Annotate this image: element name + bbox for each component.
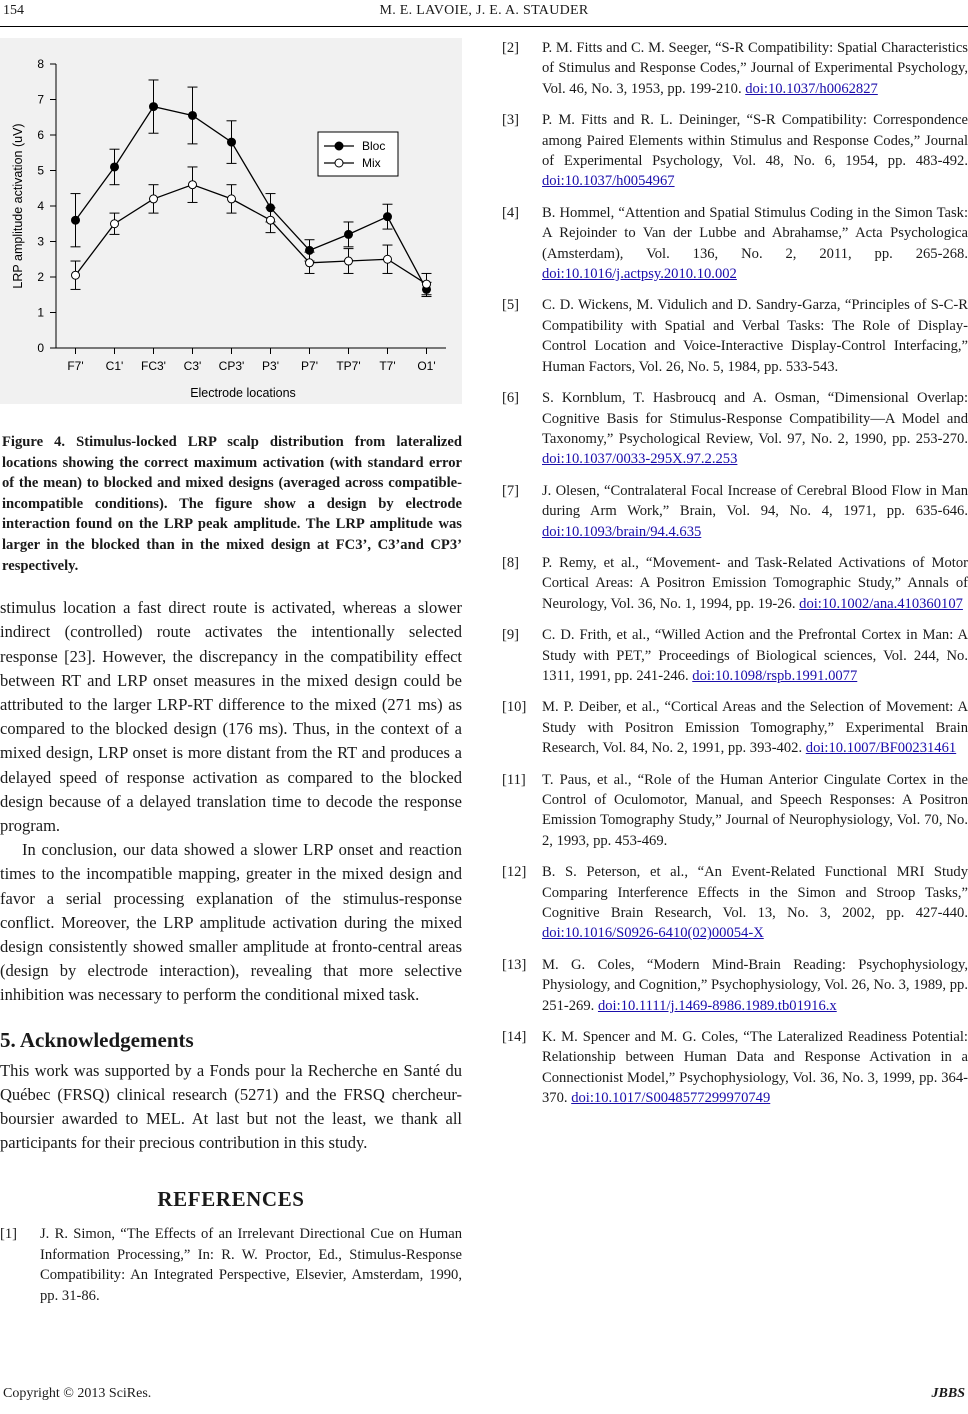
- lrp-line-chart: [0, 38, 462, 404]
- reference-text: C. D. Wickens, M. Vidulich and D. Sandry-Garza, “Principles of S-C-R Compatibility with Spatial and Verbal Tasks: The Role of Display-Control Location and Voice-Interactive Display-Control Interfacing,” Human Factors, Vol. 26, No. 5, 1984, pp. 533-543.: [542, 297, 968, 375]
- reference-text: S. Kornblum, T. Hasbroucq and A. Osman, “Dimensional Overlap: Cognitive Basis for Stimulus-Response Compatibility—A Model and Taxonomy,” Psychological Review, Vol. 97, No. 2, 1990, pp. 253-270.: [542, 390, 968, 447]
- doi-link[interactable]: doi:10.1037/0033-295X.97.2.253: [542, 451, 738, 468]
- doi-link[interactable]: doi:10.1016/j.actpsy.2010.10.002: [542, 266, 737, 283]
- series-bloc-point: [345, 230, 353, 238]
- reference-number: [5]: [502, 297, 520, 314]
- reference-text: J. R. Simon, “The Effects of an Irrelevant Directional Cue on Human Information Processing,” In: R. W. Proctor, Ed., Stimulus-Response Compatibility: An Integrated Perspective, Elsevier, Amsterdam, 1990, pp. 31-86.: [40, 1226, 462, 1304]
- reference-number: [7]: [502, 482, 520, 499]
- x-tick-label: TP7': [336, 359, 361, 373]
- y-tick-label: 3: [37, 234, 44, 249]
- running-authors: M. E. LAVOIE, J. E. A. STAUDER: [379, 3, 589, 18]
- doi-link[interactable]: doi:10.1017/S0048577299970749: [571, 1090, 771, 1107]
- legend-bloc-label: Bloc: [362, 139, 386, 153]
- doi-link[interactable]: doi:10.1098/rspb.1991.0077: [692, 667, 858, 684]
- series-bloc-point: [111, 163, 119, 171]
- y-tick-label: 5: [37, 163, 44, 178]
- reference-item: [502, 770, 968, 852]
- copyright-notice: Copyright © 2013 SciRes.: [3, 1386, 152, 1401]
- doi-link[interactable]: doi:10.1037/h0054967: [542, 173, 675, 190]
- series-bloc-point: [228, 138, 236, 146]
- x-tick-label: FC3': [141, 359, 166, 373]
- body-paragraph-2: In conclusion, our data showed a slower LRP onset and reaction times to the incompatible mapping, greater in the mixed design and favor a serial processing explanation of the stimulus-response conflict. Moreover, the LRP amplitude activation during the mixed design consistently showed smaller amplitude at fronto-central areas (design by electrode interaction), revealing that more selective inhibition was necessary to perform the conditional mixed task.: [0, 840, 462, 1005]
- header-rule: [0, 26, 968, 27]
- doi-link[interactable]: doi:10.1007/BF00231461: [805, 740, 957, 757]
- y-tick-label: 0: [37, 341, 44, 355]
- reference-item: [502, 553, 968, 614]
- right-column: [502, 38, 968, 1120]
- acknowledgements-heading: 5. Acknowledgements: [0, 1027, 194, 1052]
- series-mix-point: [111, 220, 119, 228]
- series-mix-point: [72, 271, 80, 279]
- reference-number: [14]: [502, 1029, 527, 1046]
- x-axis-label: Electrode locations: [190, 386, 296, 400]
- reference-item: [502, 955, 968, 1016]
- y-tick-label: 8: [37, 57, 44, 71]
- reference-text: C. D. Frith, et al., “Willed Action and the Prefrontal Cortex in Man: A Study with PET,” Proceedings of Biological sciences, Vol. 244, No. 1311, 1991, pp. 241-246.: [542, 627, 968, 684]
- reference-text: P. Remy, et al., “Movement- and Task-Related Activations of Motor Cortical Areas: A Positron Emission Tomographic Study,” Annals of Neurology, Vol. 36, No. 1, 1994, pp. 19-26.: [542, 554, 968, 612]
- x-tick-label: C3': [183, 359, 202, 373]
- series-mix-point: [228, 195, 236, 203]
- series-mix-point: [306, 259, 314, 267]
- reference-text: M. G. Coles, “Modern Mind-Brain Reading: Psychophysiology, Physiology, and Cognition,” Psychophysiology, Vol. 26, No. 3, 1989, pp. 251-269.: [542, 956, 968, 1014]
- y-tick-label: 2: [37, 270, 44, 284]
- references-heading: REFERENCES: [157, 1187, 305, 1212]
- doi-link[interactable]: doi:10.1093/brain/94.4.635: [542, 523, 702, 540]
- body-paragraph-1: stimulus location a fast direct route is activated, whereas a slower indirect (controlled) route activates the intentionally selected response [23]. However, the discrepancy in the compatibility effect between RT and LRP onset measures in the mixed design could be attributed to the larger LRP-RT difference to the mixed (271 ms) as compared to the blocked design (176 ms). Thus, in the context of a mixed design, LRP onset is more distant from the RT and produces a delayed speed of response activation as compared to the blocked design because of a delayed translation time to decode the response program.: [0, 598, 462, 835]
- reference-item: [502, 203, 968, 285]
- reference-text: B. Hommel, “Attention and Spatial Stimulus Coding in the Simon Task: A Rejoinder to Van der Lubbe and Abrahamse,” Acta Psychologica (Amsterdam), Vol. 136, No. 2, 2011, pp. 265-268.: [542, 204, 968, 262]
- reference-text: T. Paus, et al., “Role of the Human Anterior Cingulate Cortex in the Control of Oculomotor, Manual, and Speech Responses: A Positron Emission Tomography Study,” Journal of Neurophysiology, Vol. 70, No. 2, 1993, pp. 453-469.: [542, 771, 968, 849]
- x-tick-label: C1': [105, 359, 124, 373]
- reference-number: [3]: [502, 112, 520, 129]
- reference-number: [6]: [502, 390, 520, 407]
- figure-caption: Figure 4. Stimulus-locked LRP scalp distribution from lateralized locations showing the correct maximum activation (with standard error of the mean) to blocked and mixed designs (averaged across compatible-incompatible conditions). The figure show a design by electrode interaction found on the LRP peak amplitude. The LRP amplitude was larger in the blocked than in the mixed design at FC3’, C3’and CP3’ respectively.: [2, 434, 462, 574]
- y-axis-label: LRP amplitude activation (uV): [11, 123, 25, 289]
- reference-text: J. Olesen, “Contralateral Focal Increase of Cerebral Blood Flow in Man during Arm Work,” Brain, Vol. 94, No. 4, 1971, pp. 635-646.: [542, 482, 968, 520]
- reference-number: [8]: [502, 554, 520, 571]
- series-bloc-point: [72, 216, 80, 224]
- reference-number: [9]: [502, 627, 520, 644]
- reference-number: [1]: [0, 1226, 18, 1243]
- left-column: [0, 38, 462, 1317]
- reference-number: [10]: [502, 699, 527, 716]
- series-bloc-point: [384, 213, 392, 221]
- series-mix-point: [150, 195, 158, 203]
- series-mix-point: [345, 257, 353, 265]
- doi-link[interactable]: doi:10.1002/ana.410360107: [799, 595, 963, 612]
- figure-4: [0, 38, 462, 404]
- doi-link[interactable]: doi:10.1016/S0926-6410(02)00054-X: [542, 925, 764, 942]
- reference-item: [502, 1027, 968, 1109]
- reference-text: P. M. Fitts and C. M. Seeger, “S-R Compatibility: Spatial Characteristics of Stimulus and Response Codes,” Journal of Experimental Psychology, Vol. 46, No. 3, 1953, pp. 199-210.: [542, 40, 968, 97]
- acknowledgements-text: This work was supported by a Fonds pour la Recherche en Santé du Québec (FRSQ) clinical research (5271) and the FRSQ chercheur-boursier awarded to MEL. At last but not the least, we thank all participants for their precious contribution in this study.: [0, 1060, 462, 1153]
- journal-abbreviation: JBBS: [931, 1386, 965, 1401]
- reference-text: M. P. Deiber, et al., “Cortical Areas and the Selection of Movement: A Study with Positron Emission Tomography,” Experimental Brain Research, Vol. 84, No. 2, 1991, pp. 393-402.: [542, 699, 968, 757]
- reference-number: [4]: [502, 204, 520, 221]
- reference-item: [502, 481, 968, 542]
- x-tick-label: P7': [301, 359, 318, 373]
- doi-link[interactable]: doi:10.1111/j.1469-8986.1989.tb01916.x: [597, 997, 837, 1014]
- y-tick-label: 6: [37, 128, 44, 142]
- legend-mix-label: Mix: [362, 156, 381, 170]
- page-number: 154: [3, 3, 24, 18]
- reference-list: [502, 38, 968, 1109]
- legend-mix-marker: [335, 159, 343, 167]
- series-mix-point: [384, 255, 392, 263]
- x-tick-label: O1': [417, 359, 436, 373]
- x-tick-label: CP3': [218, 359, 245, 373]
- reference-item: [0, 1224, 462, 1306]
- reference-text: P. M. Fitts and R. L. Deininger, “S-R Compatibility: Correspondence among Paired Elements within Stimulus and Response Codes,” Journal of Experimental Psychology, Vol. 48, No. 6, 1954, pp. 483-492.: [542, 112, 968, 170]
- y-tick-label: 4: [37, 199, 44, 213]
- series-mix-point: [189, 181, 197, 189]
- reference-number: [2]: [502, 40, 520, 56]
- reference-number: [12]: [502, 864, 527, 881]
- x-tick-label: T7': [379, 359, 396, 373]
- reference-item: [502, 697, 968, 758]
- reference-text: B. S. Peterson, et al., “An Event-Related Functional MRI Study Comparing Interference Effects in the Simon and Stroop Tasks,” Cognitive Brain Research, Vol. 13, No. 3, 2002, pp. 427-440.: [542, 864, 968, 922]
- doi-link[interactable]: doi:10.1037/h0062827: [745, 80, 878, 97]
- legend-box: [318, 132, 398, 176]
- x-tick-label: P3': [262, 359, 279, 373]
- reference-number: [13]: [502, 956, 527, 973]
- reference-item: [502, 295, 968, 377]
- reference-text: K. M. Spencer and M. G. Coles, “The Lateralized Readiness Potential: Relationship between Human Data and Response Activation in a Connectionist Model,” Psychophysiology, Vol. 36, No. 3, 1999, pp. 364-370.: [542, 1029, 968, 1107]
- reference-item: [502, 110, 968, 192]
- reference-number: [11]: [502, 771, 526, 788]
- x-tick-label: F7': [67, 359, 84, 373]
- reference-item: [502, 388, 968, 470]
- reference-item: [502, 38, 968, 99]
- y-tick-label: 7: [37, 92, 44, 107]
- reference-item: [502, 862, 968, 944]
- y-tick-label: 1: [37, 305, 44, 320]
- reference-item: [502, 625, 968, 686]
- series-mix-point: [267, 216, 275, 224]
- series-mix-point: [423, 280, 431, 288]
- series-bloc-point: [150, 103, 158, 111]
- legend-bloc-marker: [335, 142, 343, 150]
- series-bloc-point: [189, 111, 197, 119]
